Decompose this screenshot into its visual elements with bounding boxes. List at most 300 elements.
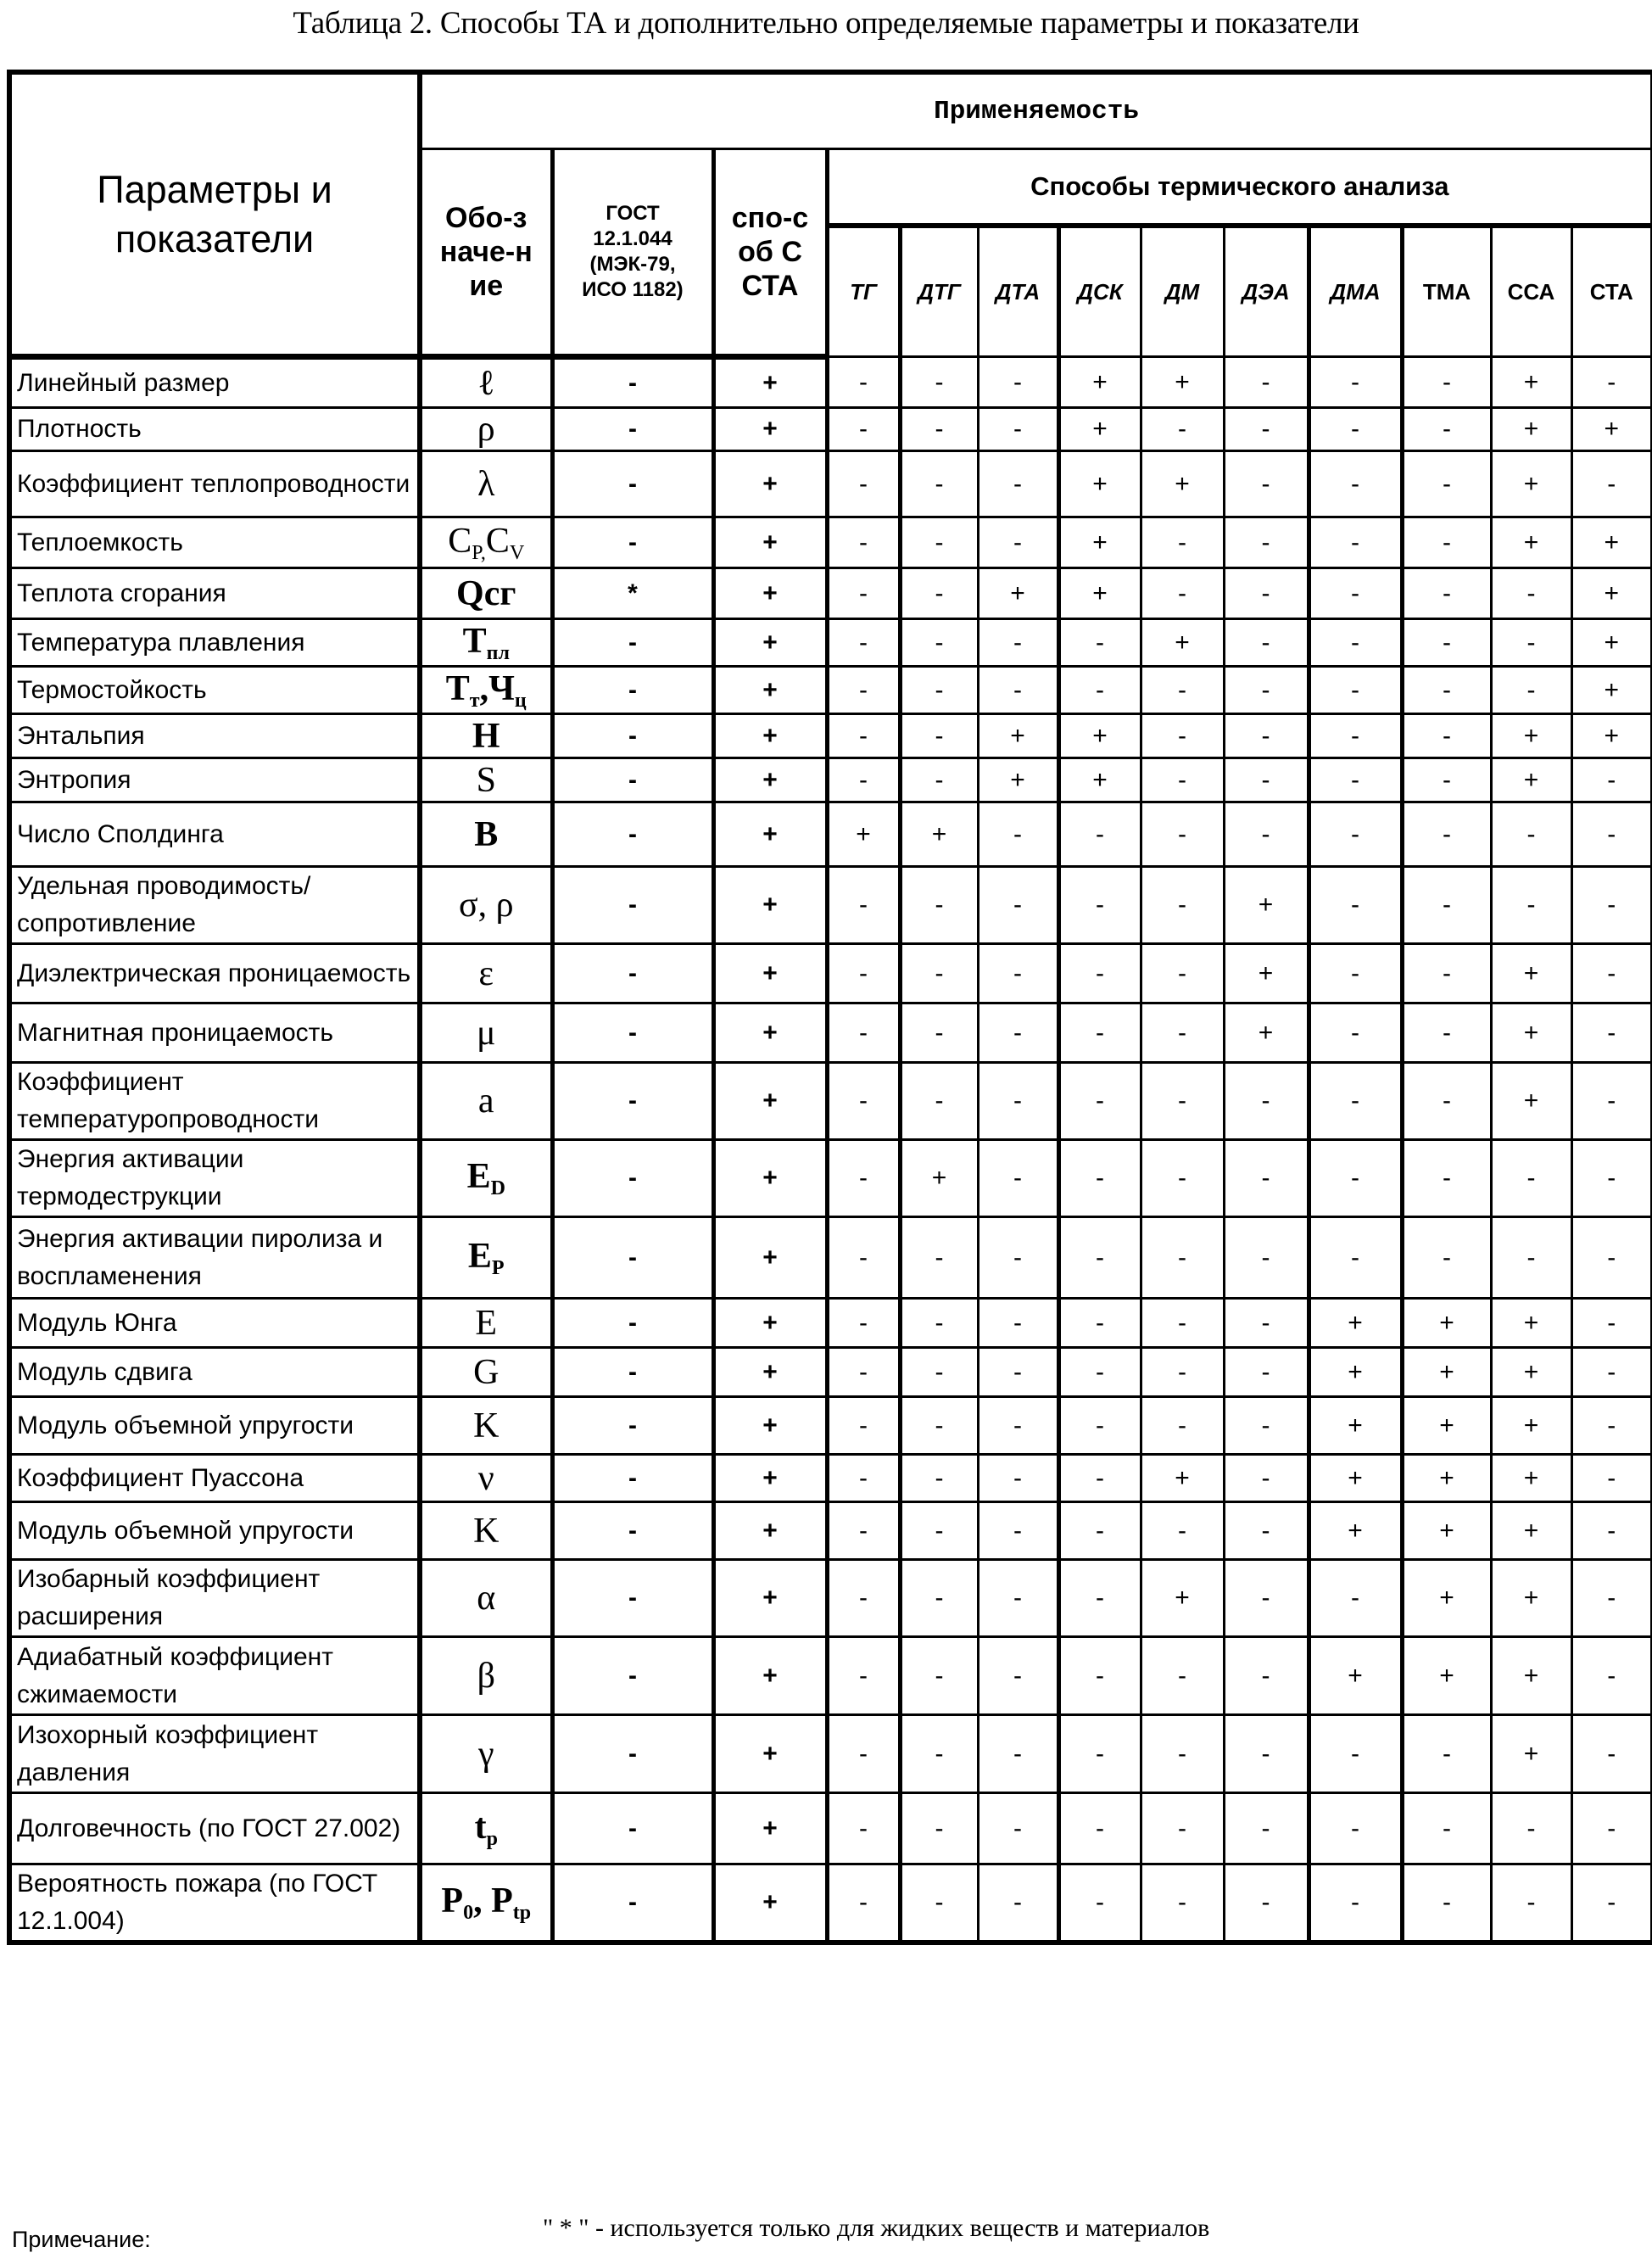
gost-cell: * — [552, 568, 713, 619]
method-cell-ДМА: - — [1309, 1217, 1402, 1299]
parameter-name: Энергия активации термодеструкции — [9, 1140, 420, 1217]
method-cell-СТА: - — [1571, 1140, 1652, 1217]
parameter-symbol — [420, 1455, 552, 1502]
parameter-name: Энтропия — [9, 758, 420, 802]
method-cell-СТА: - — [1571, 1864, 1652, 1943]
symbol-subscript: p — [487, 1828, 498, 1850]
method-cell-ТГ: - — [827, 619, 900, 667]
symbol-main: P — [441, 1881, 463, 1920]
method-cell-ССА: - — [1491, 619, 1571, 667]
gost-cell: - — [552, 1140, 713, 1217]
method-cell-ТГ: - — [827, 667, 900, 714]
ssta-cell: + — [713, 802, 827, 867]
method-cell-ДТА: - — [978, 1560, 1058, 1637]
parameter-symbol — [420, 1140, 552, 1217]
method-cell-СТА: - — [1571, 1397, 1652, 1455]
header-method: ДСК — [1058, 226, 1141, 357]
method-cell-СТА: + — [1571, 619, 1652, 667]
parameter-symbol — [420, 867, 552, 944]
gost-cell: - — [552, 1637, 713, 1715]
method-cell-ДТГ: - — [900, 667, 978, 714]
method-cell-ДТГ: - — [900, 1502, 978, 1560]
method-cell-ССА: + — [1491, 1003, 1571, 1063]
method-cell-ТГ: - — [827, 867, 900, 944]
method-cell-ТМА: - — [1402, 408, 1491, 451]
parameter-symbol — [420, 1397, 552, 1455]
method-cell-ТМА: + — [1402, 1397, 1491, 1455]
method-cell-ССА: - — [1491, 568, 1571, 619]
method-cell-ДТГ: - — [900, 619, 978, 667]
method-cell-ДМА: - — [1309, 1560, 1402, 1637]
method-cell-ДТГ: - — [900, 1715, 978, 1793]
gost-cell: - — [552, 714, 713, 758]
method-cell-ДСК: - — [1058, 1217, 1141, 1299]
method-cell-ДТА: - — [978, 802, 1058, 867]
table-row — [9, 1502, 1652, 1560]
method-cell-ДМА: - — [1309, 357, 1402, 408]
method-cell-ДМ: - — [1141, 1502, 1224, 1560]
symbol-main: Qсг — [456, 574, 516, 613]
gost-cell: - — [552, 1455, 713, 1502]
table-row — [9, 758, 1652, 802]
method-cell-ДМ: - — [1141, 1140, 1224, 1217]
parameter-name: Коэффициент температуропроводности — [9, 1063, 420, 1140]
method-cell-СТА: + — [1571, 517, 1652, 568]
method-cell-ДТА: - — [978, 1063, 1058, 1140]
parameter-symbol — [420, 1348, 552, 1397]
method-cell-ДТА: + — [978, 714, 1058, 758]
method-cell-ДТА: - — [978, 408, 1058, 451]
method-cell-ДТГ: - — [900, 1793, 978, 1864]
ssta-cell: + — [713, 667, 827, 714]
gost-cell: - — [552, 1715, 713, 1793]
parameter-name: Теплота сгорания — [9, 568, 420, 619]
method-cell-ДЭА: + — [1224, 1003, 1309, 1063]
method-cell-ТГ: - — [827, 568, 900, 619]
method-cell-ДТГ: - — [900, 1063, 978, 1140]
method-cell-ТМА: - — [1402, 802, 1491, 867]
method-cell-ТМА: - — [1402, 357, 1491, 408]
gost-cell: - — [552, 357, 713, 408]
ssta-cell: + — [713, 714, 827, 758]
method-cell-ДТГ: - — [900, 714, 978, 758]
method-cell-ДМ: - — [1141, 1299, 1224, 1348]
table-row — [9, 667, 1652, 714]
table-row — [9, 357, 1652, 408]
method-cell-ДМ: + — [1141, 619, 1224, 667]
method-cell-ССА: + — [1491, 1560, 1571, 1637]
parameter-name: Энтальпия — [9, 714, 420, 758]
method-cell-ДТА: - — [978, 451, 1058, 517]
parameter-symbol — [420, 619, 552, 667]
method-cell-ТМА: - — [1402, 667, 1491, 714]
method-cell-ДТГ: - — [900, 1455, 978, 1502]
header-ssta: спо-соб ССТА — [713, 149, 827, 357]
method-cell-ТМА: - — [1402, 867, 1491, 944]
method-cell-ДТА: - — [978, 1864, 1058, 1943]
method-cell-ДМ: - — [1141, 667, 1224, 714]
table-row — [9, 1715, 1652, 1793]
method-cell-ДСК: - — [1058, 1063, 1141, 1140]
gost-cell: - — [552, 802, 713, 867]
method-cell-СТА: - — [1571, 867, 1652, 944]
symbol-subscript: пл — [487, 642, 510, 664]
method-cell-ДЭА: + — [1224, 867, 1309, 944]
method-cell-ДМА: + — [1309, 1637, 1402, 1715]
parameter-name: Диэлектрическая проницаемость — [9, 944, 420, 1003]
method-cell-ТГ: - — [827, 1502, 900, 1560]
method-cell-ДТА: - — [978, 517, 1058, 568]
method-cell-ДМА: - — [1309, 1063, 1402, 1140]
parameter-name: Модуль Юнга — [9, 1299, 420, 1348]
method-cell-ДТА: - — [978, 1637, 1058, 1715]
method-cell-ДМА: - — [1309, 1715, 1402, 1793]
method-cell-ДЭА: - — [1224, 1864, 1309, 1943]
ssta-cell: + — [713, 357, 827, 408]
method-cell-ДЭА: - — [1224, 758, 1309, 802]
method-cell-СТА: - — [1571, 802, 1652, 867]
note-label: Примечание: — [12, 2227, 151, 2253]
method-cell-ТМА: + — [1402, 1455, 1491, 1502]
method-cell-ТГ: - — [827, 1217, 900, 1299]
ssta-cell: + — [713, 517, 827, 568]
symbol-main: β — [477, 1657, 495, 1696]
table-row — [9, 1560, 1652, 1637]
parameter-symbol — [420, 667, 552, 714]
method-cell-ДТГ: - — [900, 1864, 978, 1943]
method-cell-ДМА: - — [1309, 944, 1402, 1003]
method-cell-ДСК: - — [1058, 944, 1141, 1003]
symbol-main: T — [463, 622, 487, 661]
method-cell-ТМА: + — [1402, 1299, 1491, 1348]
method-cell-ССА: + — [1491, 1502, 1571, 1560]
header-method: ССА — [1491, 226, 1571, 357]
ssta-cell: + — [713, 867, 827, 944]
method-cell-ССА: + — [1491, 714, 1571, 758]
method-cell-СТА: - — [1571, 1793, 1652, 1864]
parameter-symbol — [420, 357, 552, 408]
parameter-name: Коэффициент Пуассона — [9, 1455, 420, 1502]
parameter-name: Изохорный коэффициент давления — [9, 1715, 420, 1793]
symbol-subscript: P — [492, 1257, 505, 1279]
method-cell-СТА: - — [1571, 944, 1652, 1003]
method-cell-СТА: - — [1571, 1003, 1652, 1063]
symbol-main: σ, ρ — [459, 886, 514, 925]
table-row — [9, 1637, 1652, 1715]
table-row — [9, 1217, 1652, 1299]
parameter-symbol — [420, 451, 552, 517]
method-cell-ДТА: - — [978, 1502, 1058, 1560]
symbol-secondary: ,Ч — [480, 669, 515, 708]
method-cell-ДТА: - — [978, 1217, 1058, 1299]
ssta-cell: + — [713, 408, 827, 451]
method-cell-ДСК: - — [1058, 1793, 1141, 1864]
table-row — [9, 867, 1652, 944]
header-method: ТГ — [827, 226, 900, 357]
ssta-cell: + — [713, 1299, 827, 1348]
method-cell-ТМА: - — [1402, 1140, 1491, 1217]
parameter-name: Адиабатный коэффициент сжимаемости — [9, 1637, 420, 1715]
symbol-secondary-subscript: tp — [513, 1902, 531, 1924]
method-cell-ДТА: - — [978, 1793, 1058, 1864]
method-cell-ДМ: - — [1141, 714, 1224, 758]
method-cell-ДТА: - — [978, 357, 1058, 408]
table-row — [9, 802, 1652, 867]
parameter-symbol — [420, 1864, 552, 1943]
method-cell-ДМ: - — [1141, 517, 1224, 568]
method-cell-ДМ: - — [1141, 1348, 1224, 1397]
header-method: ДМА — [1309, 226, 1402, 357]
method-cell-ДСК: + — [1058, 758, 1141, 802]
method-cell-ССА: - — [1491, 667, 1571, 714]
header-methods-group: Способы термического анализа — [827, 149, 1652, 226]
method-cell-ДМА: - — [1309, 408, 1402, 451]
method-cell-ТМА: - — [1402, 1003, 1491, 1063]
method-cell-СТА: + — [1571, 568, 1652, 619]
symbol-main: B — [474, 815, 498, 854]
parameter-name: Долговечность (по ГОСТ 27.002) — [9, 1793, 420, 1864]
method-cell-ДСК: + — [1058, 451, 1141, 517]
method-cell-ССА: - — [1491, 802, 1571, 867]
ssta-cell: + — [713, 758, 827, 802]
table-row — [9, 1397, 1652, 1455]
method-cell-ДЭА: - — [1224, 1217, 1309, 1299]
table-row — [9, 517, 1652, 568]
table-row — [9, 714, 1652, 758]
table-row — [9, 1793, 1652, 1864]
parameter-name: Коэффициент теплопроводности — [9, 451, 420, 517]
gost-cell: - — [552, 1864, 713, 1943]
method-cell-ТМА: - — [1402, 758, 1491, 802]
method-cell-ДЭА: - — [1224, 1502, 1309, 1560]
method-cell-ДСК: + — [1058, 357, 1141, 408]
method-cell-ДТГ: - — [900, 1003, 978, 1063]
method-cell-ДМА: - — [1309, 1140, 1402, 1217]
method-cell-ДМ: - — [1141, 802, 1224, 867]
method-cell-ДСК: - — [1058, 1397, 1141, 1455]
method-cell-ССА: + — [1491, 1348, 1571, 1397]
symbol-subscript: D — [491, 1177, 505, 1199]
gost-cell: - — [552, 667, 713, 714]
method-cell-ССА: + — [1491, 1455, 1571, 1502]
method-cell-ТГ: - — [827, 1455, 900, 1502]
method-cell-ССА: + — [1491, 758, 1571, 802]
method-cell-СТА: - — [1571, 1637, 1652, 1715]
parameter-symbol — [420, 1217, 552, 1299]
symbol-main: ℓ — [477, 364, 494, 403]
method-cell-ДСК: - — [1058, 667, 1141, 714]
method-cell-ТМА: - — [1402, 451, 1491, 517]
method-cell-ДЭА: - — [1224, 1455, 1309, 1502]
method-cell-ДТГ: + — [900, 802, 978, 867]
applicability-table — [7, 70, 1652, 1945]
method-cell-ДМ: + — [1141, 451, 1224, 517]
method-cell-ДТА: - — [978, 1715, 1058, 1793]
method-cell-ДЭА: - — [1224, 517, 1309, 568]
method-cell-ДТА: + — [978, 758, 1058, 802]
gost-cell: - — [552, 1299, 713, 1348]
method-cell-ДСК: - — [1058, 1560, 1141, 1637]
method-cell-ТГ: - — [827, 1397, 900, 1455]
symbol-main: ν — [478, 1459, 494, 1498]
symbol-main: γ — [478, 1735, 494, 1774]
ssta-cell: + — [713, 944, 827, 1003]
method-cell-ТМА: - — [1402, 1217, 1491, 1299]
method-cell-ДСК: + — [1058, 714, 1141, 758]
gost-cell: - — [552, 1217, 713, 1299]
method-cell-ДТА: - — [978, 1003, 1058, 1063]
method-cell-ДТГ: - — [900, 1397, 978, 1455]
method-cell-ТМА: + — [1402, 1348, 1491, 1397]
method-cell-ДСК: - — [1058, 1637, 1141, 1715]
method-cell-ТГ: - — [827, 1140, 900, 1217]
parameter-name: Изобарный коэффициент расширения — [9, 1560, 420, 1637]
ssta-cell: + — [713, 1217, 827, 1299]
method-cell-ССА: + — [1491, 451, 1571, 517]
ssta-cell: + — [713, 1864, 827, 1943]
symbol-main: G — [473, 1353, 499, 1392]
method-cell-СТА: - — [1571, 1063, 1652, 1140]
method-cell-ДСК: + — [1058, 517, 1141, 568]
symbol-main: a — [478, 1082, 494, 1121]
method-cell-ТГ: - — [827, 1063, 900, 1140]
method-cell-ДТГ: + — [900, 1140, 978, 1217]
method-cell-ДЭА: - — [1224, 1397, 1309, 1455]
method-cell-ТМА: - — [1402, 1715, 1491, 1793]
method-cell-ДТГ: - — [900, 408, 978, 451]
ssta-cell: + — [713, 1348, 827, 1397]
table-row — [9, 408, 1652, 451]
method-cell-ТМА: - — [1402, 568, 1491, 619]
method-cell-ССА: - — [1491, 1793, 1571, 1864]
ssta-cell: + — [713, 1063, 827, 1140]
method-cell-ДМА: - — [1309, 667, 1402, 714]
method-cell-ДМА: + — [1309, 1455, 1402, 1502]
parameter-name: Удельная проводимость/ сопротивление — [9, 867, 420, 944]
parameter-symbol — [420, 714, 552, 758]
gost-cell: - — [552, 1348, 713, 1397]
method-cell-ДТГ: - — [900, 1299, 978, 1348]
header-designation: Обо-значе-ние — [420, 149, 552, 357]
method-cell-ДЭА: - — [1224, 714, 1309, 758]
method-cell-ДМ: + — [1141, 357, 1224, 408]
symbol-main: E — [467, 1157, 491, 1196]
method-cell-ССА: + — [1491, 944, 1571, 1003]
method-cell-СТА: - — [1571, 758, 1652, 802]
method-cell-ССА: - — [1491, 1217, 1571, 1299]
method-cell-ТМА: - — [1402, 944, 1491, 1003]
parameter-name: Магнитная проницаемость — [9, 1003, 420, 1063]
parameter-symbol — [420, 758, 552, 802]
symbol-main: ε — [478, 954, 494, 993]
parameter-symbol — [420, 1003, 552, 1063]
method-cell-ДТА: - — [978, 619, 1058, 667]
symbol-subscript: P, — [472, 542, 486, 564]
method-cell-ДТГ: - — [900, 1348, 978, 1397]
method-cell-ДТА: - — [978, 867, 1058, 944]
gost-cell: - — [552, 1397, 713, 1455]
symbol-main: S — [477, 761, 496, 800]
method-cell-ДМА: - — [1309, 451, 1402, 517]
parameter-symbol — [420, 1793, 552, 1864]
symbol-main: C — [448, 522, 472, 561]
method-cell-СТА: + — [1571, 714, 1652, 758]
method-cell-ТМА: + — [1402, 1502, 1491, 1560]
parameter-symbol — [420, 1299, 552, 1348]
table-body — [9, 357, 1652, 1943]
symbol-secondary: , P — [473, 1881, 513, 1920]
symbol-main: λ — [477, 465, 494, 504]
method-cell-ТГ: - — [827, 758, 900, 802]
header-params-label: Параметры и показатели — [62, 165, 367, 264]
method-cell-ДТГ: - — [900, 451, 978, 517]
ssta-cell: + — [713, 1637, 827, 1715]
method-cell-ДЭА: - — [1224, 1348, 1309, 1397]
method-cell-ДЭА: - — [1224, 357, 1309, 408]
method-cell-ДТА: - — [978, 1455, 1058, 1502]
method-cell-ТМА: - — [1402, 1864, 1491, 1943]
method-cell-ДМ: - — [1141, 1715, 1224, 1793]
gost-cell: - — [552, 517, 713, 568]
gost-cell: - — [552, 1003, 713, 1063]
header-method: СТА — [1571, 226, 1652, 357]
method-cell-ДТА: - — [978, 944, 1058, 1003]
ssta-cell: + — [713, 1502, 827, 1560]
method-cell-ДМ: - — [1141, 944, 1224, 1003]
ssta-cell: + — [713, 1140, 827, 1217]
method-cell-ТМА: - — [1402, 517, 1491, 568]
method-cell-ДМА: - — [1309, 802, 1402, 867]
method-cell-ДМА: - — [1309, 758, 1402, 802]
symbol-main: K — [473, 1406, 499, 1445]
method-cell-ТГ: - — [827, 1793, 900, 1864]
method-cell-ДМА: - — [1309, 1003, 1402, 1063]
method-cell-СТА: - — [1571, 357, 1652, 408]
method-cell-ССА: - — [1491, 1864, 1571, 1943]
ssta-cell: + — [713, 1715, 827, 1793]
method-cell-СТА: - — [1571, 1560, 1652, 1637]
table-row — [9, 568, 1652, 619]
table-row — [9, 944, 1652, 1003]
method-cell-ДЭА: - — [1224, 408, 1309, 451]
parameter-symbol — [420, 802, 552, 867]
method-cell-ДМА: - — [1309, 619, 1402, 667]
table-row — [9, 451, 1652, 517]
ssta-cell: + — [713, 1560, 827, 1637]
method-cell-ДСК: - — [1058, 1003, 1141, 1063]
method-cell-ДМ: - — [1141, 1397, 1224, 1455]
method-cell-ТГ: - — [827, 408, 900, 451]
method-cell-ТГ: - — [827, 1715, 900, 1793]
method-cell-ССА: + — [1491, 357, 1571, 408]
method-cell-ДЭА: - — [1224, 1140, 1309, 1217]
note-text: " * " - используется только для жидких веществ и материалов — [543, 2214, 1209, 2243]
parameter-name: Энергия активации пиролиза и воспламенения — [9, 1217, 420, 1299]
method-cell-ДЭА: - — [1224, 1299, 1309, 1348]
method-cell-ДТГ: - — [900, 758, 978, 802]
method-cell-СТА: + — [1571, 667, 1652, 714]
method-cell-ДТА: + — [978, 568, 1058, 619]
gost-cell: - — [552, 758, 713, 802]
method-cell-ДМ: - — [1141, 1217, 1224, 1299]
method-cell-ДМА: + — [1309, 1348, 1402, 1397]
gost-cell: - — [552, 1063, 713, 1140]
method-cell-ТМА: + — [1402, 1637, 1491, 1715]
method-cell-ДМ: - — [1141, 568, 1224, 619]
parameter-name: Теплоемкость — [9, 517, 420, 568]
method-cell-ТГ: + — [827, 802, 900, 867]
parameter-symbol — [420, 408, 552, 451]
